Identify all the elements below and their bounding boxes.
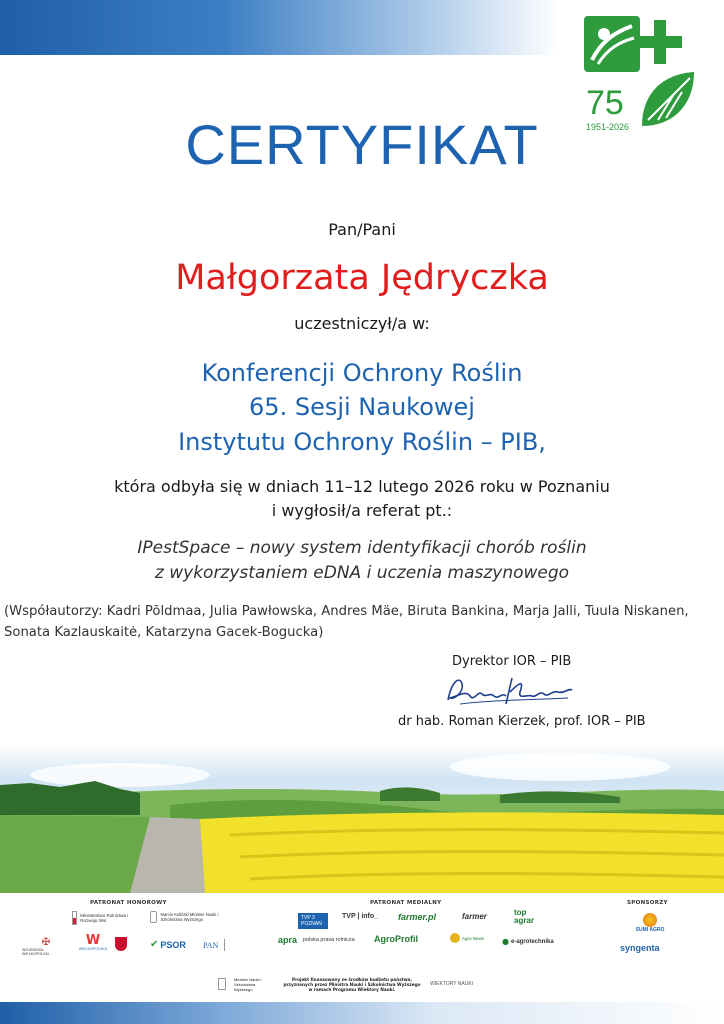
director-signature	[440, 670, 580, 714]
participation-text: uczestniczył/a w:	[294, 314, 430, 333]
recipient-name: Małgorzata Jędryczka	[175, 258, 549, 298]
top-agrar-logo: top agrar	[514, 908, 535, 925]
sponsors-label: SPONSORZY	[627, 900, 668, 906]
funding-text: Projekt finansowany ze środków budżetu państwa, przyznanych przez Ministra Nauki i Szkolnictwa Wyższego w ramach Programu Wiektory Nauki.	[283, 976, 421, 992]
held-line-1: która odbyła się w dniach 11–12 lutego 2026 roku w Poznaniu	[114, 477, 610, 496]
minister-science-logo: Marcin Kuliński Minister Nauki i Szkolnictwa Wyższego	[150, 911, 230, 923]
voivode-logo: ✠ WOJEWODA WIELKOPOLSKI	[22, 937, 51, 956]
eagle-icon: ✠	[41, 937, 51, 948]
farmer-pl-logo: farmer.pl	[398, 912, 437, 922]
conference-line-2: 65. Sesji Naukowej	[249, 393, 475, 421]
paper-title-line-1: IPestSpace – nowy system identyfikacji chorób roślin	[137, 538, 587, 558]
agro-news-logo: Agro News	[450, 933, 494, 943]
conference-line-1: Konferencji Ochrony Roślin	[201, 359, 523, 387]
certificate-title: CERTYFIKAT	[185, 113, 539, 176]
media-patronage-label: PATRONAT MEDIALNY	[370, 900, 442, 906]
sumi-agro-logo: SUMI AGRO	[630, 913, 670, 933]
tvp-info-logo: TVP | info_	[342, 913, 379, 920]
psor-logo: ✔ PSOR	[150, 939, 186, 950]
bottom-gradient-bar	[0, 1002, 724, 1024]
apra-logo: apra	[278, 935, 298, 945]
wiektory-nauki-logo: WIEKTORY NAUKI	[430, 981, 474, 987]
agroprofil-logo: AgroProfil	[374, 934, 418, 944]
logo-number: 75	[586, 84, 624, 122]
ministry-agriculture-logo: Ministerstwo Rolnictwa i Rozwoju Wsi	[72, 911, 142, 925]
e-agrotechnika-logo: ● e-agrotechnika	[502, 937, 554, 946]
coat-of-arms-icon	[115, 937, 137, 951]
funding-ministry: Minister Nauki i Szkolnictwa Wyższego	[234, 976, 262, 992]
pan-logo: PAN	[203, 939, 247, 951]
funding-notice	[218, 973, 508, 995]
conference-line-3: Instytutu Ochrony Roślin – PIB,	[178, 428, 546, 456]
held-line-2: i wygłosił/a referat pt.:	[271, 501, 453, 520]
tvp3-logo: TVP 3 POZNAŃ	[298, 913, 328, 929]
syngenta-logo: syngenta	[620, 943, 660, 953]
top-gradient-bar	[0, 0, 560, 55]
director-name: dr hab. Roman Kierzek, prof. IOR – PIB	[398, 714, 646, 729]
ministry-emblem-icon	[218, 978, 226, 990]
wielkopolska-logo: W WIELKOPOLSKA	[78, 933, 108, 951]
coauthors: (Współautorzy: Kadri Põldmaa, Julia Pawłowska, Andres Mäe, Biruta Bankina, Marja Jalli, Tuula Niskanen, Sonata Kazlauskaitė, Katarzyna Gacek-Bogucka)	[4, 604, 689, 640]
paper-title-line-2: z wykorzystaniem eDNA i uczenia maszynowego	[154, 563, 570, 583]
rapeseed-field-landscape	[0, 745, 724, 893]
honorary-patronage-label: PATRONAT HONOROWY	[90, 900, 167, 906]
farmer-logo: farmer	[462, 912, 487, 921]
logo-years: 1951-2026	[586, 122, 630, 132]
director-role: Dyrektor IOR – PIB	[452, 654, 572, 669]
polska-prasa-rolnicza-logo: polska prasa rolnicza	[303, 937, 355, 943]
salutation: Pan/Pani	[328, 220, 396, 239]
